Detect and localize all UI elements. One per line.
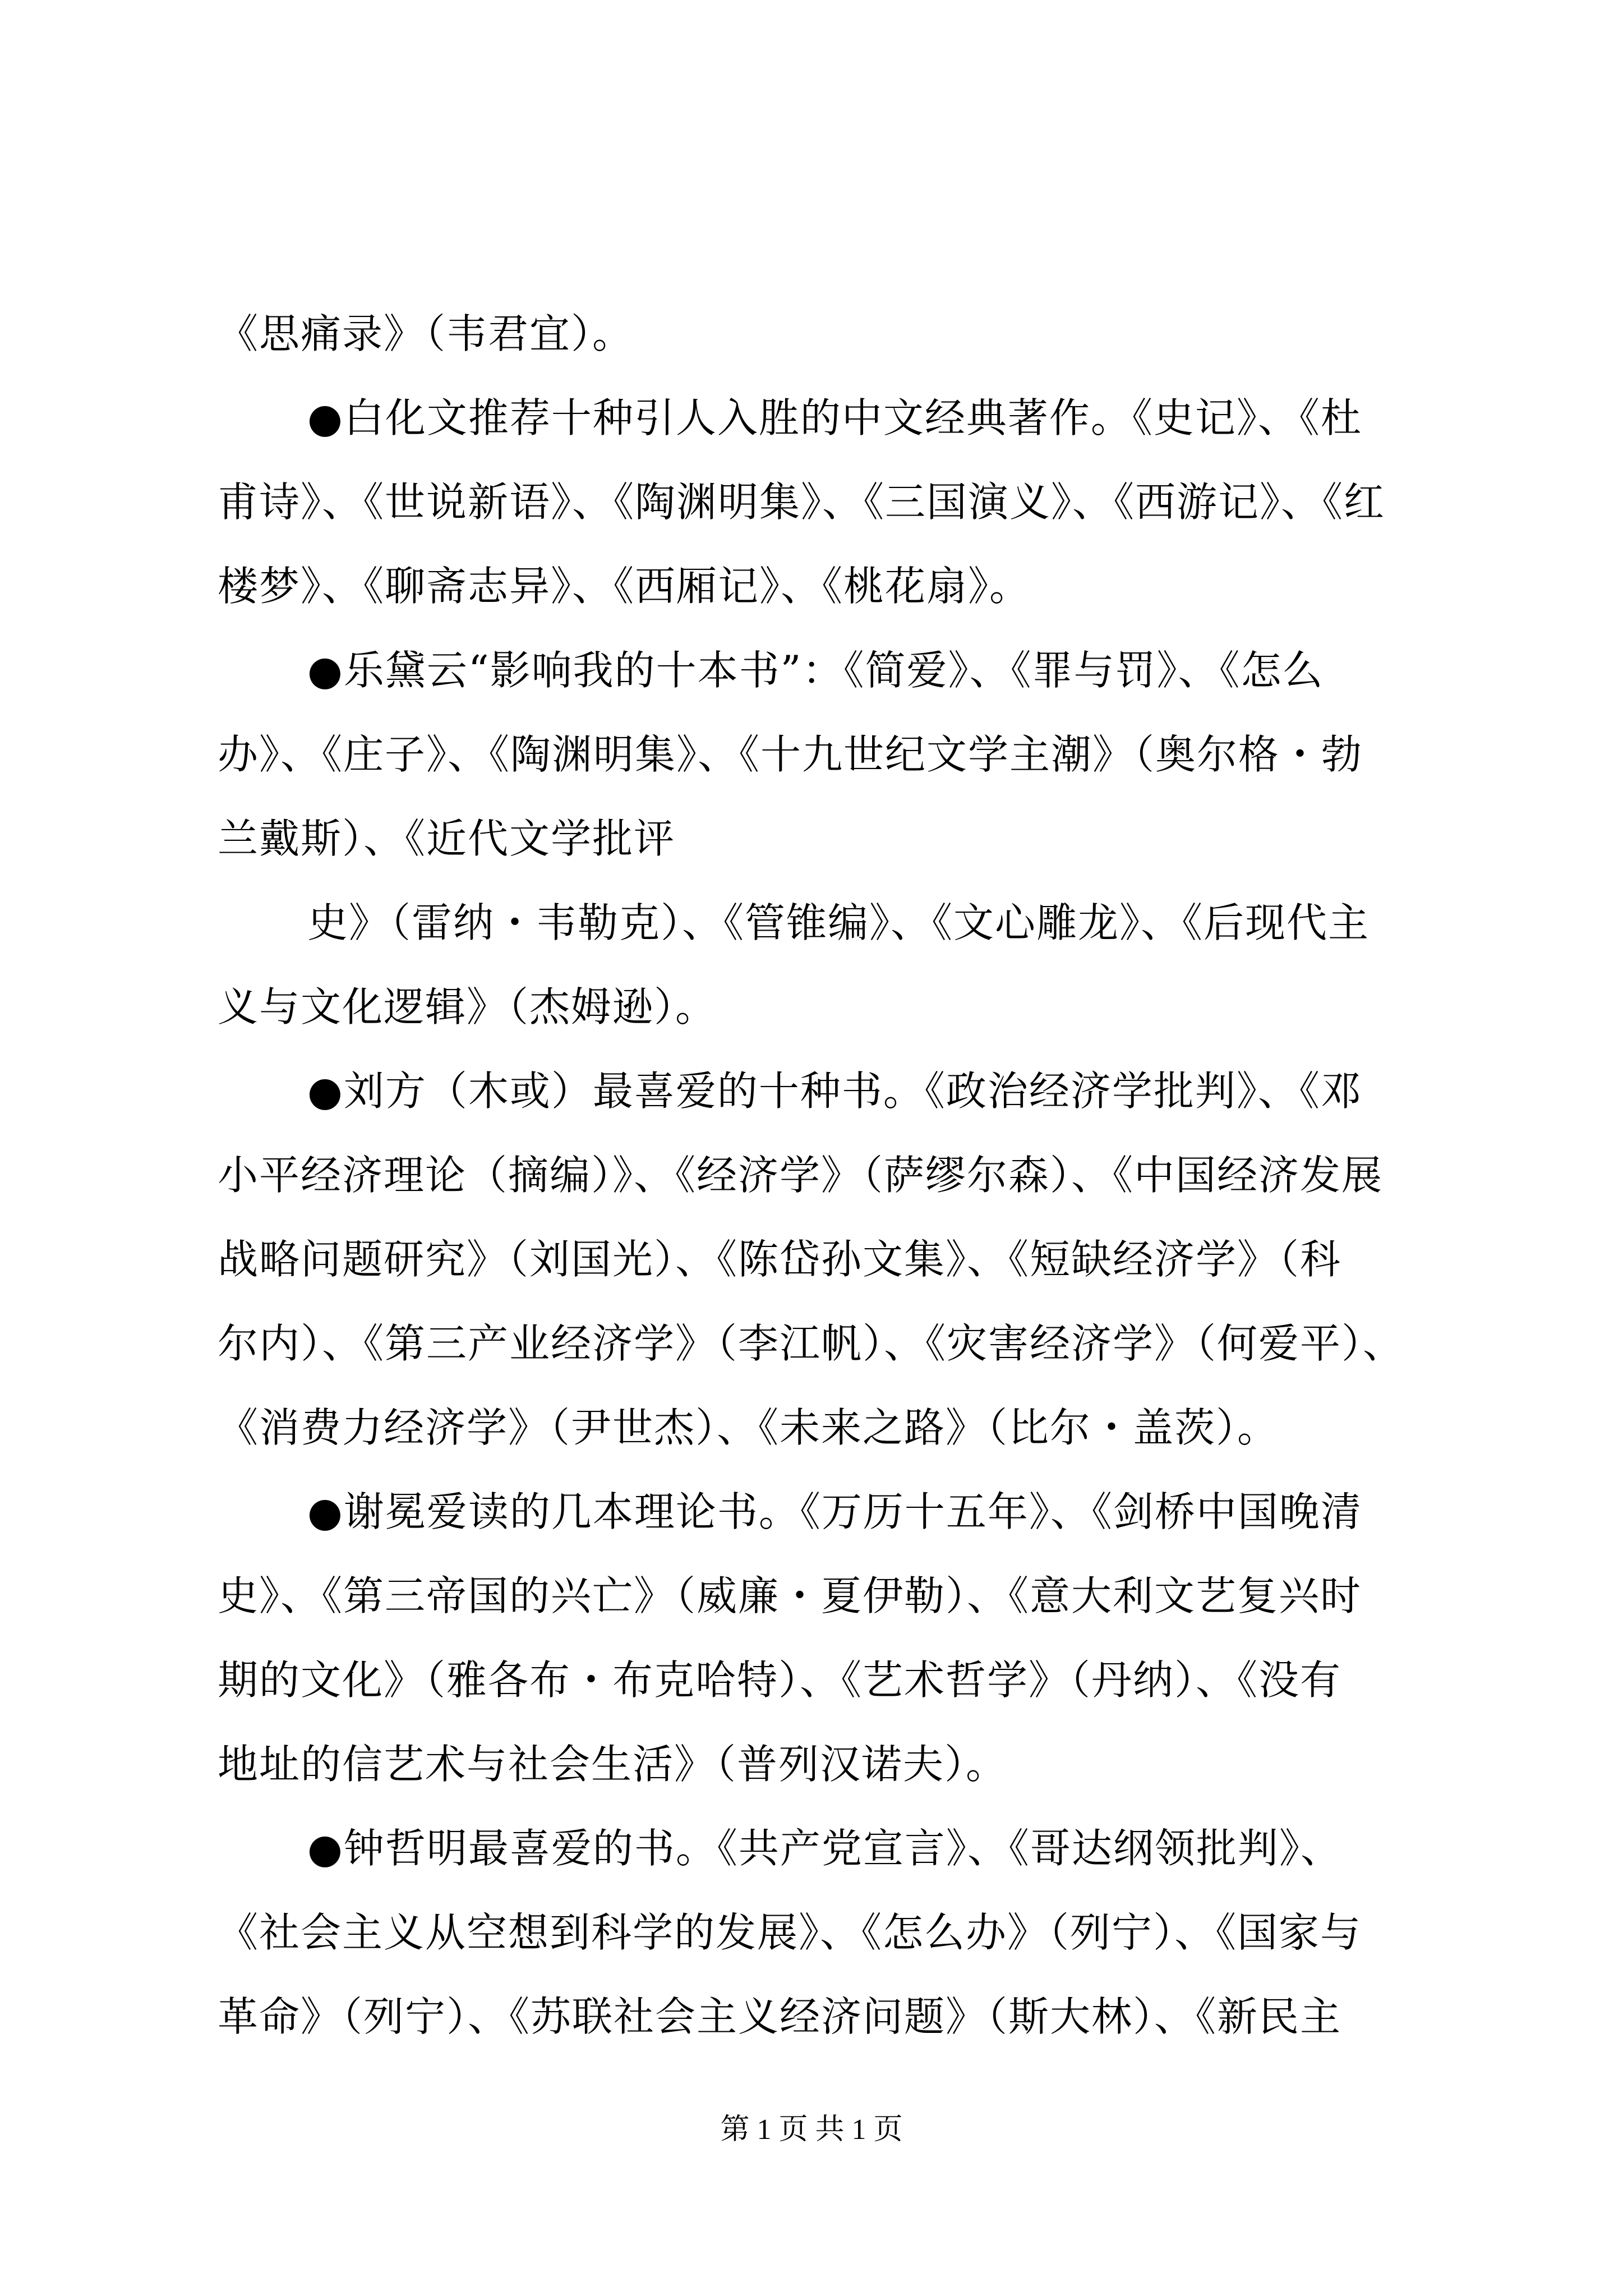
text-line: 期的文化》（雅各布・布克哈特）、《艺术哲学》（丹纳）、《没有 <box>218 1657 1342 1704</box>
page-number: 第 1 页 共 1 页 <box>720 2114 903 2146</box>
text-line: 地址的信艺术与社会生活》（普列汉诺夫）。 <box>218 1741 1008 1788</box>
text-line: ●乐黛云“影响我的十本书”：《简爱》、《罪与罚》、《怎么 <box>307 647 1324 694</box>
page-footer <box>0 2110 1623 2150</box>
text-line: 史》、《第三帝国的兴亡》（威廉・夏伊勒）、《意大利文艺复兴时 <box>218 1572 1362 1619</box>
text-line: 《社会主义从空想到科学的发展》、《怎么办》（列宁）、《国家与 <box>218 1909 1362 1956</box>
text-line: ●谢冕爱读的几本理论书。《万历十五年》、《剑桥中国晚清 <box>307 1488 1362 1535</box>
text-line: 战略问题研究》（刘国光）、《陈岱孙文集》、《短缺经济学》（科 <box>218 1236 1342 1283</box>
text-line: 史》（雷纳・韦勒克）、《管锥编》、《文心雕龙》、《后现代主 <box>307 899 1370 946</box>
text-line: ●白化文推荐十种引人入胜的中文经典著作。《史记》、《杜 <box>307 394 1362 441</box>
text-line: 小平经济理论（摘编）》、《经济学》（萨缪尔森）、《中国经济发展 <box>218 1152 1384 1199</box>
text-line: 甫诗》、《世说新语》、《陶渊明集》、《三国演义》、《西游记》、《红 <box>218 478 1386 526</box>
text-line: 楼梦》、《聊斋志异》、《西厢记》、《桃花扇》。 <box>218 563 1031 610</box>
text-line: 《思痛录》（韦君宜）。 <box>218 310 634 357</box>
text-line: ●钟哲明最喜爱的书。《共产党宣言》、《哥达纲领批判》、 <box>307 1825 1342 1872</box>
text-line: 革命》（列宁）、《苏联社会主义经济问题》（斯大林）、《新民主 <box>218 1993 1342 2040</box>
text-line: 尔内）、《第三产业经济学》（李江帆）、《灾害经济学》（何爱平）、 <box>218 1320 1405 1367</box>
text-line: 办》、《庄子》、《陶渊明集》、《十九世纪文学主潮》（奥尔格・勃 <box>218 731 1363 778</box>
text-line: 义与文化逻辑》（杰姆逊）。 <box>218 983 717 1030</box>
text-line: 兰戴斯）、《近代文学批评 <box>218 815 676 862</box>
text-line: ●刘方（木或）最喜爱的十种书。《政治经济学批判》、《邓 <box>307 1068 1362 1115</box>
text-line: 《消费力经济学》（尹世杰）、《未来之路》（比尔・盖茨）。 <box>218 1404 1279 1451</box>
